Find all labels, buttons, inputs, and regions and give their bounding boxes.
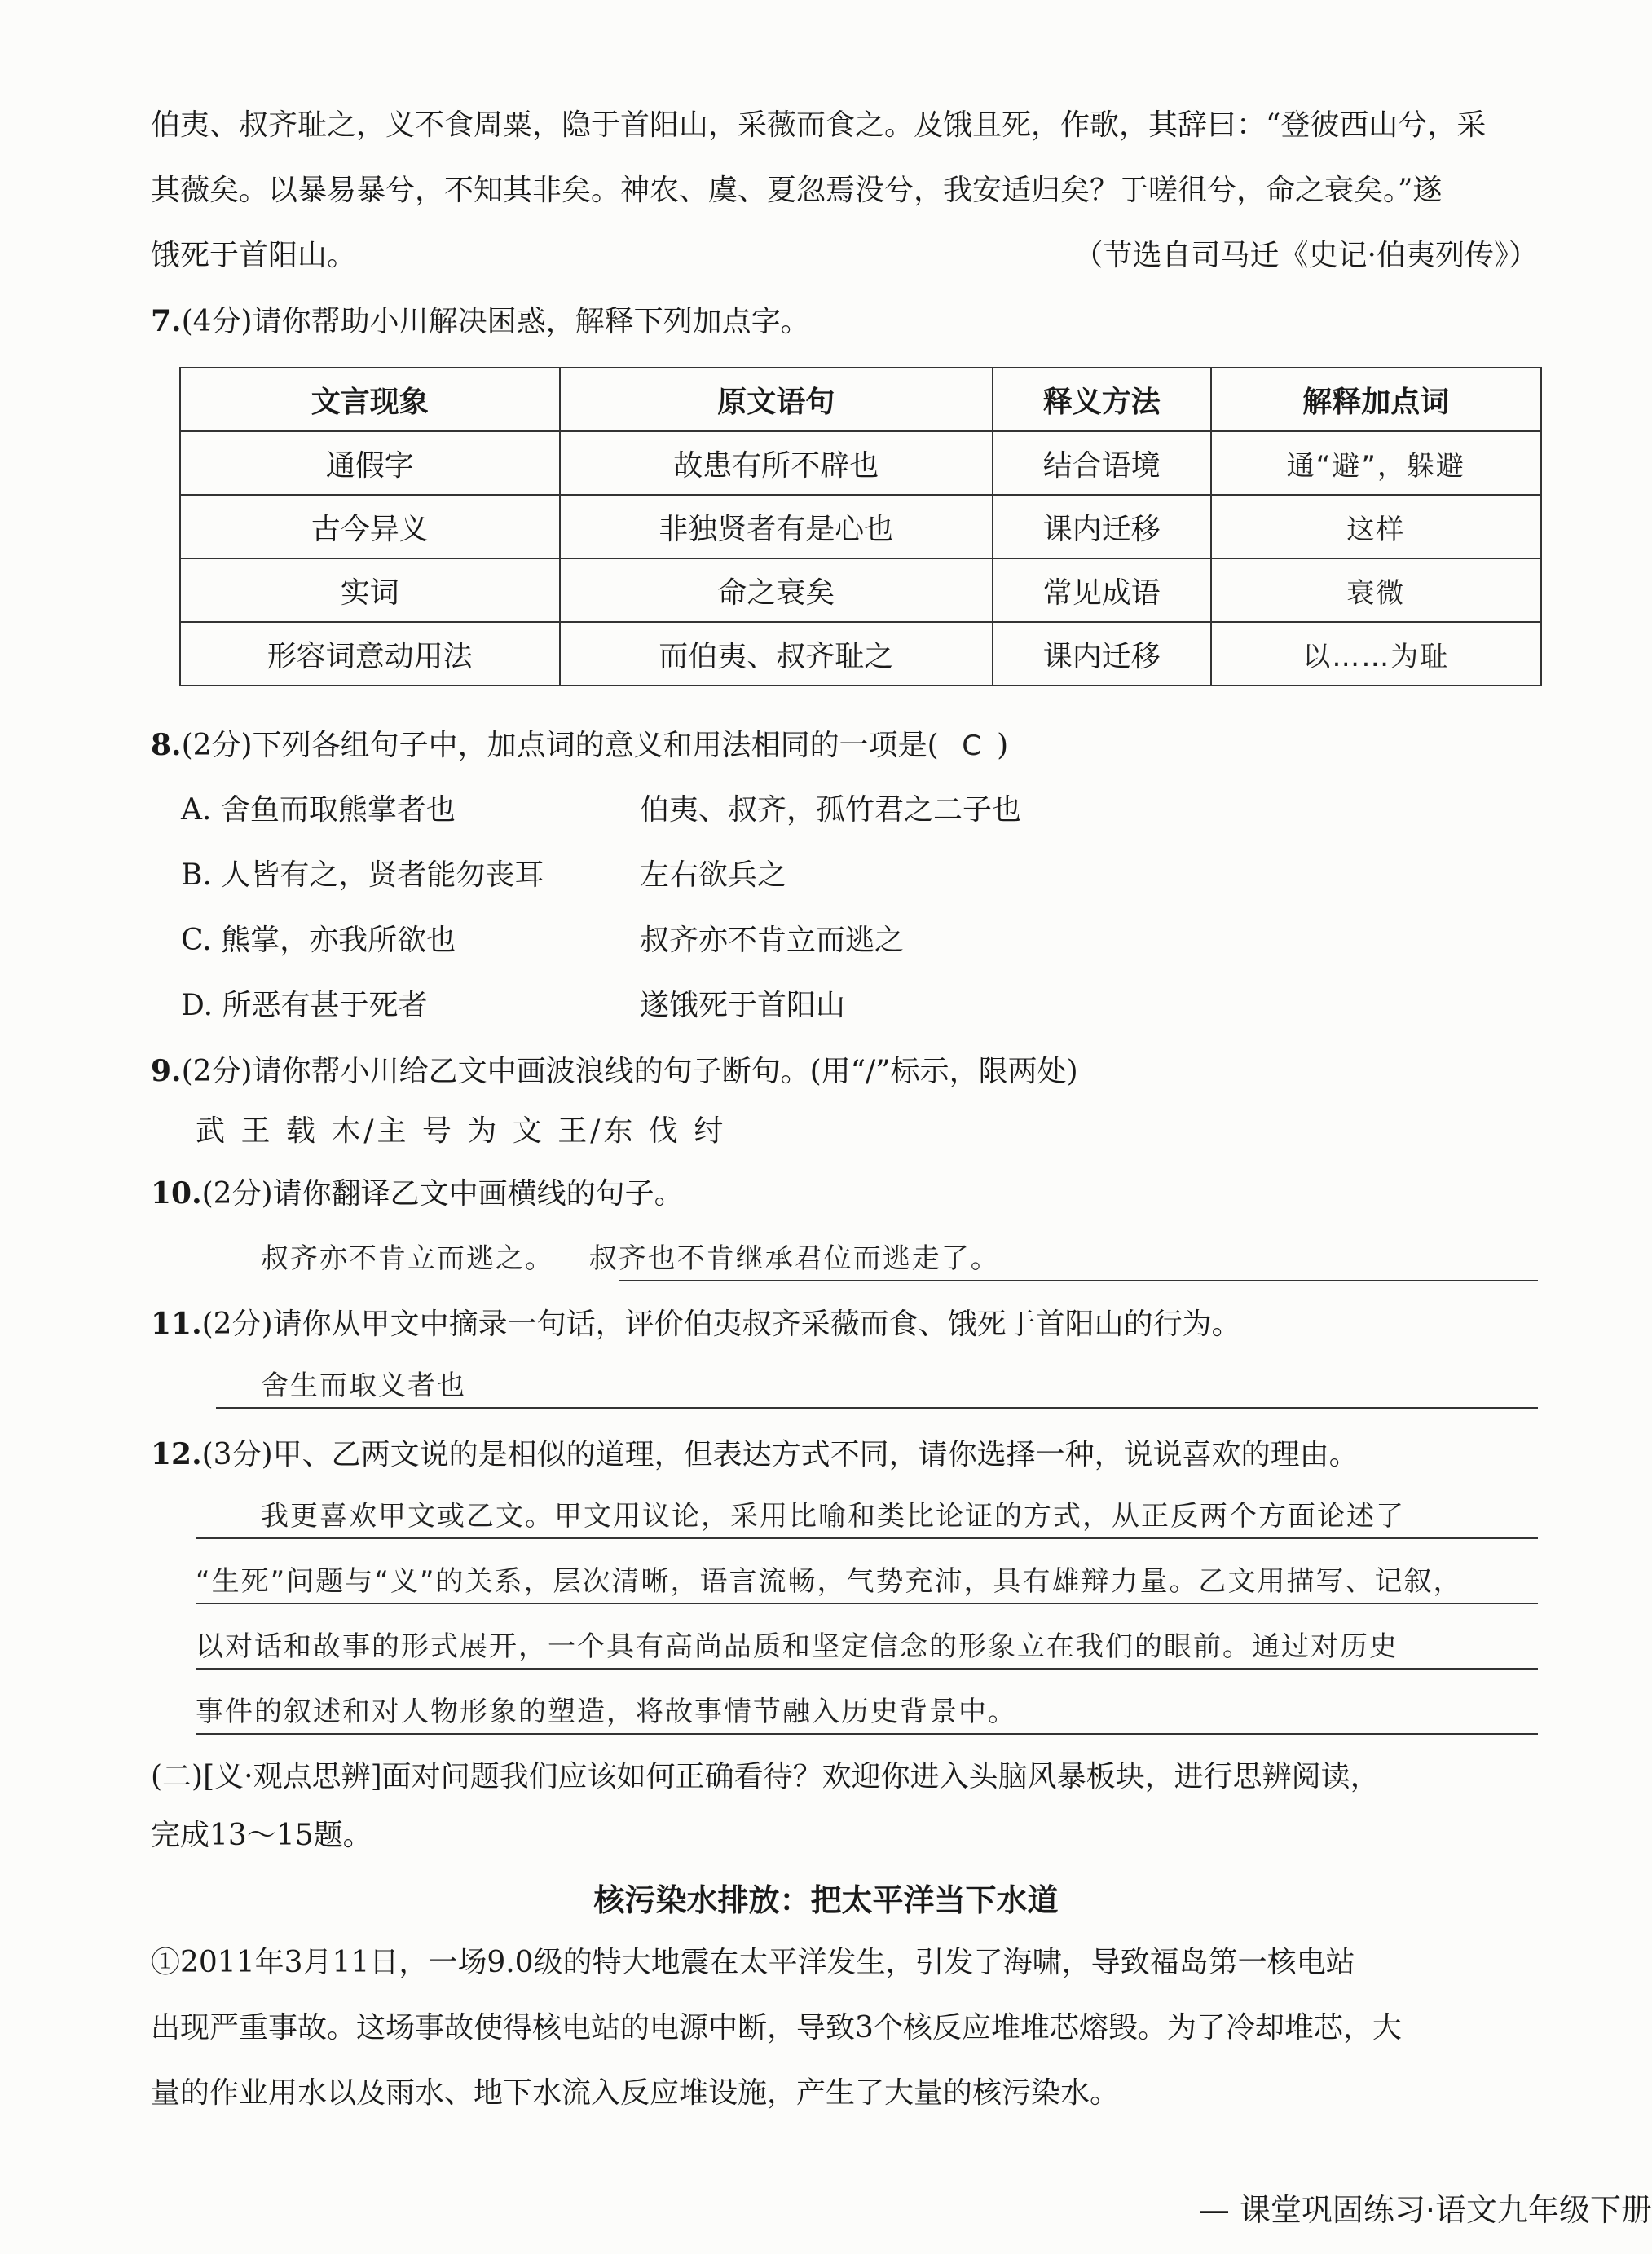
table-row xyxy=(180,558,1541,622)
question-10-answer: 叔齐也不肯继承君位而逃走了。 xyxy=(588,1242,1000,1275)
question-12-answer-line-2: “生死”问题与“义”的关系，层次清晰，语言流畅，气势充沛，具有雄辩力量。乙文用描写、记叙， xyxy=(196,1565,1463,1598)
question-8-text: (2分)下列各组句子中，加点词的意义和用法相同的一项是( xyxy=(181,729,939,762)
table-header-row xyxy=(180,368,1541,431)
question-7-text: (4分)请你帮助小川解决困惑，解释下列加点字。 xyxy=(181,305,810,338)
table-header-phenomenon: 文言现象 xyxy=(180,368,560,431)
table-row xyxy=(180,622,1541,686)
table-header-method: 释义方法 xyxy=(993,368,1211,431)
question-8-close: ) xyxy=(997,729,1009,762)
row-sentence: 命之衰矣 xyxy=(560,558,993,622)
passage-line-1: 伯夷、叔齐耻之，义不食周粟，隐于首阳山，采薇而食之。及饿且死，作歌，其辞曰：“登彼西山兮，采 xyxy=(151,108,1487,142)
question-12 xyxy=(151,1433,1538,1476)
question-10-number: 10. xyxy=(151,1176,202,1211)
answer-underline xyxy=(196,1668,1538,1670)
question-8 xyxy=(151,724,1538,767)
question-9 xyxy=(151,1050,1538,1093)
table-row xyxy=(180,431,1541,495)
table-row xyxy=(180,495,1541,558)
row-phenomenon: 实词 xyxy=(180,558,560,622)
option-c-left: C. 熊掌，亦我所欲也 xyxy=(181,924,456,957)
option-d-right: 遂饿死于首阳山 xyxy=(640,989,846,1022)
answer-underline xyxy=(619,1280,1538,1281)
row-phenomenon: 形容词意动用法 xyxy=(180,622,560,686)
article-paragraph-line-1: ①2011年3月11日，一场9.0级的特大地震在太平洋发生，引发了海啸，导致福岛第一核电站 xyxy=(151,1946,1355,1979)
row-sentence: 故患有所不辟也 xyxy=(560,431,993,495)
answer-underline xyxy=(196,1733,1538,1735)
question-11 xyxy=(151,1303,1538,1346)
section-2-intro-line-1: (二)[义·观点思辨]面对问题我们应该如何正确看待？欢迎你进入头脑风暴板块，进行思辨阅读， xyxy=(151,1760,1380,1793)
option-b-left: B. 人皆有之，贤者能勿丧耳 xyxy=(181,858,544,892)
question-11-answer: 舍生而取义者也 xyxy=(261,1370,466,1402)
row-phenomenon: 通假字 xyxy=(180,431,560,495)
question-9-text: (2分)请你帮小川给乙文中画波浪线的句子断句。(用“/”标示，限两处) xyxy=(181,1055,1078,1088)
row-method: 课内迁移 xyxy=(993,495,1211,558)
question-8-number: 8. xyxy=(151,728,182,762)
option-a-left: A. 舍鱼而取熊掌者也 xyxy=(181,793,456,827)
question-7-table xyxy=(179,367,1542,686)
option-c-right: 叔齐亦不肯立而逃之 xyxy=(640,924,905,957)
row-method: 课内迁移 xyxy=(993,622,1211,686)
row-answer: 以……为耻 xyxy=(1211,622,1541,686)
question-10-text: (2分)请你翻译乙文中画横线的句子。 xyxy=(201,1177,684,1211)
question-11-text: (2分)请你从甲文中摘录一句话，评价伯夷叔齐采薇而食、饿死于首阳山的行为。 xyxy=(201,1308,1241,1341)
row-phenomenon: 古今异义 xyxy=(180,495,560,558)
question-9-sentence: 武 王 载 木/主 号 为 文 王/东 伐 纣 xyxy=(196,1114,727,1148)
table-header-answer: 解释加点词 xyxy=(1211,368,1541,431)
article-paragraph-line-2: 出现严重事故。这场事故使得核电站的电源中断，导致3个核反应堆堆芯熔毁。为了冷却堆芯，大 xyxy=(151,2011,1402,2044)
article-title: 核污染水排放：把太平洋当下水道 xyxy=(593,1882,1059,1918)
page-footer: — 课堂巩固练习·语文九年级下册 xyxy=(1198,2192,1652,2228)
answer-underline xyxy=(196,1603,1538,1604)
question-12-answer-line-1: 我更喜欢甲文或乙文。甲文用议论，采用比喻和类比论证的方式，从正反两个方面论述了 xyxy=(261,1500,1405,1533)
row-answer: 这样 xyxy=(1211,495,1541,558)
row-sentence: 非独贤者有是心也 xyxy=(560,495,993,558)
row-method: 结合语境 xyxy=(993,431,1211,495)
option-a-right: 伯夷、叔齐，孤竹君之二子也 xyxy=(640,793,1022,827)
question-12-number: 12. xyxy=(151,1437,202,1471)
question-10-prompt: 叔齐亦不肯立而逃之。 xyxy=(261,1242,554,1275)
question-10-answer-line xyxy=(261,1237,1538,1280)
option-d-left: D. 所恶有甚于死者 xyxy=(181,989,428,1022)
question-12-text: (3分)甲、乙两文说的是相似的道理，但表达方式不同，请你选择一种，说说喜欢的理由。 xyxy=(201,1438,1359,1471)
table-header-sentence: 原文语句 xyxy=(560,368,993,431)
answer-underline xyxy=(216,1407,1538,1409)
row-method: 常见成语 xyxy=(993,558,1211,622)
passage-line-2: 其薇矣。以暴易暴兮，不知其非矣。神农、虞、夏忽焉没兮，我安适归矣？于嗟徂兮，命之衰矣。”遂 xyxy=(151,174,1443,207)
question-11-number: 11. xyxy=(151,1307,202,1341)
question-9-number: 9. xyxy=(151,1054,182,1088)
passage-source: （节选自司马迁《史记·伯夷列传》） xyxy=(1073,239,1538,272)
question-7-number: 7. xyxy=(151,304,182,338)
section-2-intro-line-2: 完成13～15题。 xyxy=(151,1819,372,1852)
question-8-answer: C xyxy=(962,730,983,762)
answer-underline xyxy=(196,1537,1538,1539)
passage-line-3: 饿死于首阳山。 xyxy=(151,239,357,272)
question-7 xyxy=(151,300,1538,343)
question-10 xyxy=(151,1172,1538,1215)
question-12-answer-line-3: 以对话和故事的形式展开，一个具有高尚品质和坚定信念的形象立在我们的眼前。通过对历史 xyxy=(196,1630,1399,1663)
row-sentence: 而伯夷、叔齐耻之 xyxy=(560,622,993,686)
article-paragraph-line-3: 量的作业用水以及雨水、地下水流入反应堆设施，产生了大量的核污染水。 xyxy=(151,2076,1120,2110)
row-answer: 通“避”，躲避 xyxy=(1211,431,1541,495)
row-answer: 衰微 xyxy=(1211,558,1541,622)
question-12-answer-line-4: 事件的叙述和对人物形象的塑造，将故事情节融入历史背景中。 xyxy=(196,1696,1017,1728)
option-b-right: 左右欲兵之 xyxy=(640,858,787,892)
